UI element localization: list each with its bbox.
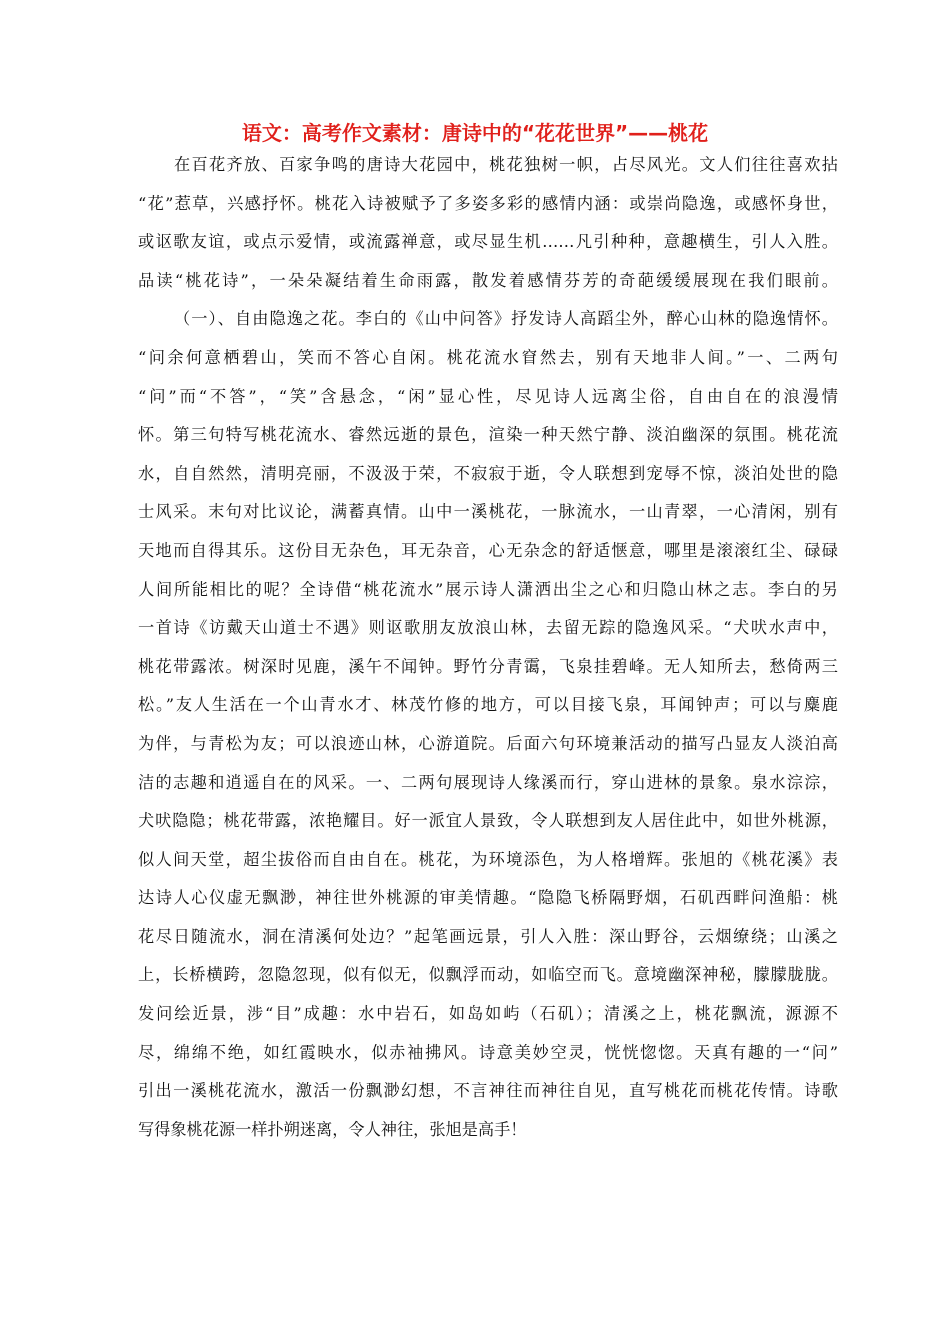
text-line: 士风采。末句对比议论，满蓄真情。山中一溪桃花，一脉流水，一山青翠，一心清闲，别有 <box>138 502 838 522</box>
text-line: 写得象桃花源一样扑朔迷离，令人神往，张旭是高手！ <box>138 1119 527 1139</box>
text-line: 似人间天堂，超尘拔俗而自由自在。桃花，为环境添色，为人格增辉。张旭的《桃花溪》表 <box>138 849 838 869</box>
text-line: 水，自自然然，清明亮丽，不汲汲于荣，不寂寂于逝，令人联想到宠辱不惊，淡泊处世的隐 <box>138 463 838 483</box>
text-line: 上，长桥横跨，忽隐忽现，似有似无，似飘浮而动，如临空而飞。意境幽深神秘，朦朦胧胧。 <box>138 965 838 985</box>
text-line: 桃花带露浓。树深时见鹿，溪午不闻钟。野竹分青霭，飞泉挂碧峰。无人知所去，愁倚两三 <box>138 656 838 676</box>
text-line: 花尽日随流水，洞在清溪何处边？”起笔画远景，引人入胜：深山野谷，云烟缭绕；山溪之 <box>138 926 838 946</box>
text-line: 在百花齐放、百家争鸣的唐诗大花园中，桃花独树一帜，占尽风光。文人们往往喜欢拈 <box>174 155 838 174</box>
text-line: 一首诗《访戴天山道士不遇》则讴歌朋友放浪山林，去留无踪的隐逸风采。“犬吠水声中， <box>138 618 838 638</box>
text-line: 怀。第三句特写桃花流水、睿然远逝的景色，渲染一种天然宁静、淡泊幽深的氛围。桃花流 <box>138 425 838 445</box>
text-line: 为伴，与青松为友；可以浪迹山林，心游道院。后面六句环境兼活动的描写凸显友人淡泊高 <box>138 733 838 753</box>
text-line: 洁的志趣和逍遥自在的风采。一、二两句展现诗人缘溪而行，穿山进林的景象。泉水淙淙， <box>138 772 838 792</box>
text-line: “花”惹草，兴感抒怀。桃花入诗被赋予了多姿多彩的感情内涵：或崇尚隐逸，或感怀身世， <box>138 193 838 213</box>
text-line: 品读“桃花诗”，一朵朵凝结着生命雨露，散发着感情芬芳的奇葩缓缓展现在我们眼前。 <box>138 270 838 290</box>
document-body <box>138 146 838 1149</box>
text-line: “问”而“不答”，“笑”含悬念，“闲”显心性，尽见诗人远离尘俗，自由自在的浪漫情 <box>138 386 838 406</box>
text-line: 尽，绵绵不绝，如红霞映水，似赤袖拂风。诗意美妙空灵，恍恍惚惚。天真有趣的一“问” <box>138 1042 838 1062</box>
text-line: （一）、自由隐逸之花。李白的《山中问答》抒发诗人高蹈尘外，醉心山林的隐逸情怀。 <box>174 309 838 329</box>
text-line: 人间所能相比的呢？全诗借“桃花流水”展示诗人潇洒出尘之心和归隐山林之志。李白的另 <box>138 579 838 599</box>
document-title: 语文：高考作文素材：唐诗中的“花花世界”——桃花 <box>241 121 709 145</box>
text-line: 达诗人心仪虚无飘渺，神往世外桃源的审美情趣。“隐隐飞桥隔野烟，石矶西畔问渔船：桃 <box>138 888 838 908</box>
text-line: 或讴歌友谊，或点示爱情，或流露禅意，或尽显生机……凡引种种，意趣横生，引人入胜。 <box>138 232 838 252</box>
text-line: “问余何意栖碧山，笑而不答心自闲。桃花流水窅然去，别有天地非人间。”一、二两句 <box>138 347 838 367</box>
text-line: 天地而自得其乐。这份目无杂色，耳无杂音，心无杂念的舒适惬意，哪里是滚滚红尘、碌碌 <box>138 540 838 560</box>
text-line: 犬吠隐隐；桃花带露，浓艳耀目。好一派宜人景致，令人联想到友人居住此中，如世外桃源， <box>138 811 838 831</box>
text-line: 引出一溪桃花流水，激活一份飘渺幻想，不言神往而神往自见，直写桃花而桃花传情。诗歌 <box>138 1081 838 1101</box>
text-line: 松。”友人生活在一个山青水才、林茂竹修的地方，可以目接飞泉，耳闻钟声；可以与麋鹿 <box>138 695 838 715</box>
text-line: 发问绘近景，涉“目”成趣：水中岩石，如岛如屿（石矶）；清溪之上，桃花飘流，源源不 <box>138 1004 838 1024</box>
